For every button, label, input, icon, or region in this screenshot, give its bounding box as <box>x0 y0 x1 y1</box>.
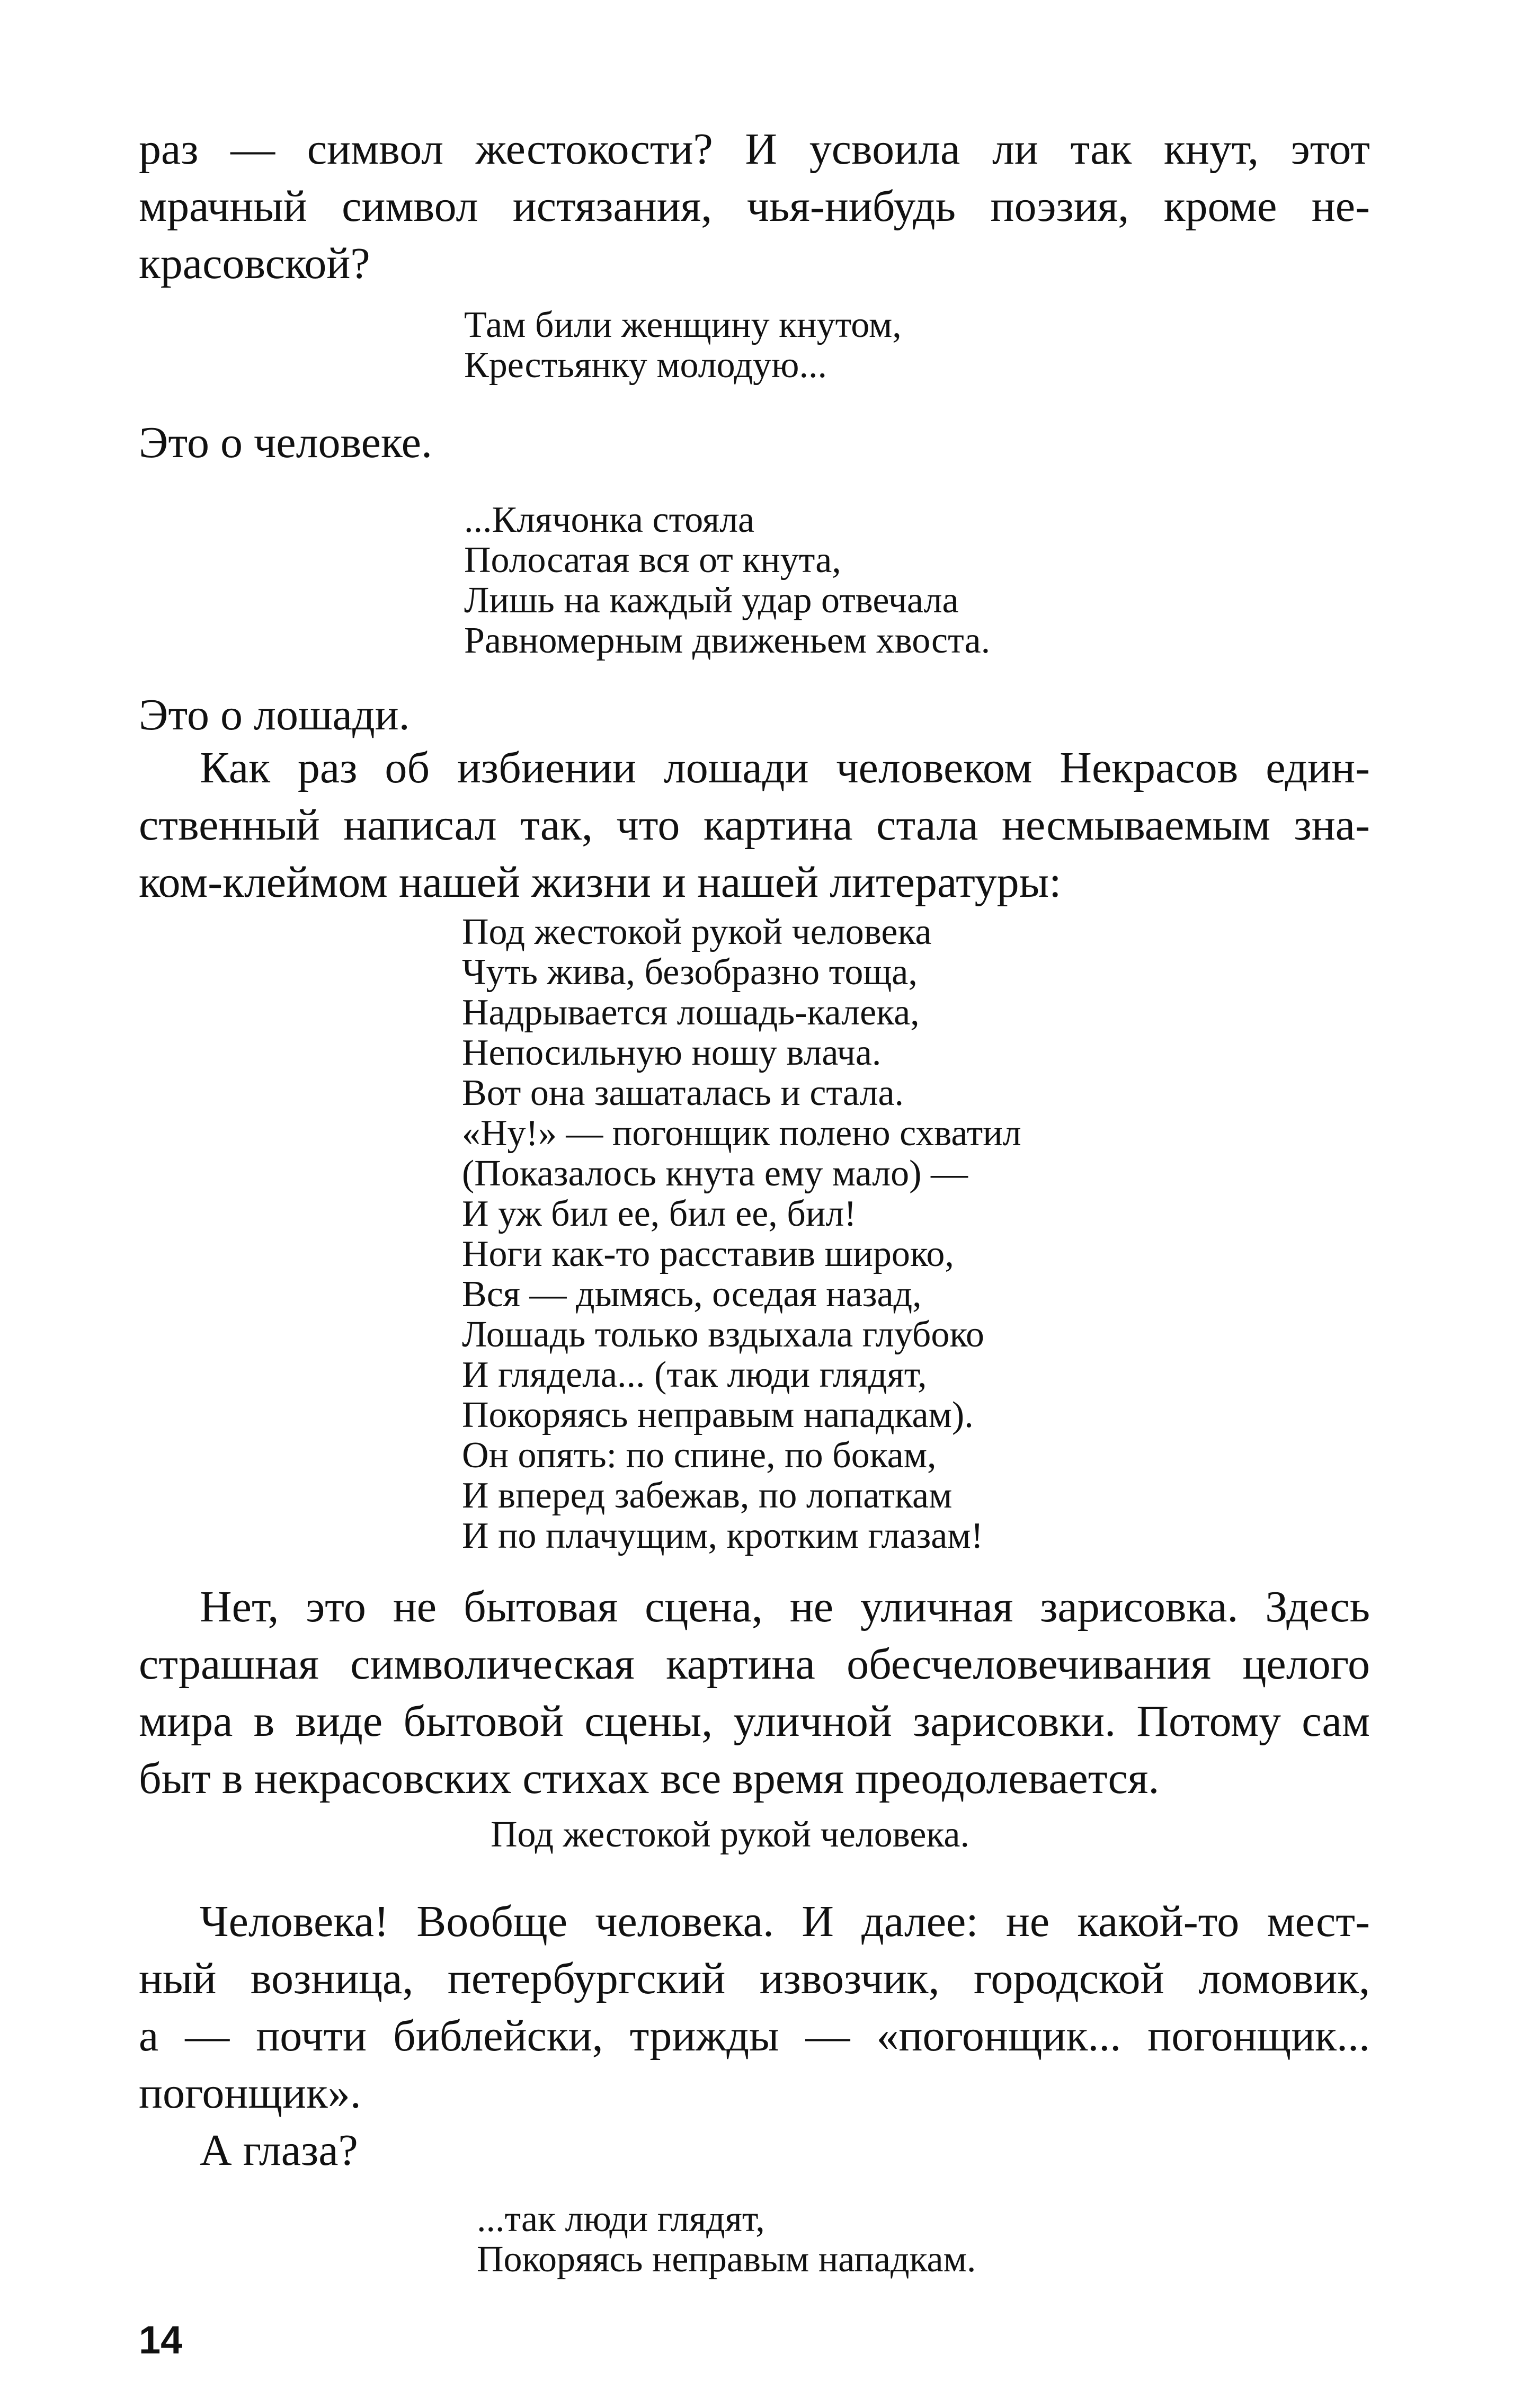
text-line: быт в некрасовских стихах все время преодолевается. <box>139 1754 1160 1803</box>
text-line: А глаза? <box>200 2126 358 2175</box>
text-line: а — почти библейски, трижды — «погонщик... погонщик... <box>139 2011 1370 2061</box>
text-line: ственный написал так, что картина стала несмываемым зна- <box>139 800 1370 850</box>
poem-quote-woman <box>464 305 902 386</box>
verse-line: Лишь на каждый удар отвечала <box>464 580 959 621</box>
verse-line: ...так люди глядят, <box>477 2199 765 2240</box>
text-line: Нет, это не бытовая сцена, не уличная зарисовка. Здесь <box>200 1582 1370 1631</box>
verse-line: Надрывается лошадь-калека, <box>462 992 920 1033</box>
verse-line: Там били женщину кнутом, <box>464 305 902 345</box>
text-line: Человека! Вообще человека. И далее: не какой-то мест- <box>200 1897 1370 1946</box>
poem-quote-beaten-horse <box>462 912 1021 1556</box>
verse-line: Крестьянку молодую... <box>464 345 827 386</box>
verse-line: И по плачущим, кротким глазам! <box>462 1515 983 1556</box>
verse-line: Вся — дымясь, оседая назад, <box>462 1274 922 1315</box>
text-line: красовской? <box>139 239 370 288</box>
verse-line: ...Клячонка стояла <box>464 500 755 540</box>
poem-quote-eyes <box>477 2199 976 2280</box>
text-line: раз — символ жестокости? И усвоила ли так кнут, этот <box>139 124 1370 174</box>
verse-line: И уж бил ее, бил ее, бил! <box>462 1193 857 1234</box>
verse-line: И вперед забежав, по лопаткам <box>462 1475 953 1516</box>
text-line: Как раз об избиении лошади человеком Некрасов един- <box>200 743 1370 792</box>
verse-line: Непосильную ношу влача. <box>462 1032 882 1073</box>
paragraph-cruelty-symbol <box>139 121 1370 292</box>
verse-line: Вот она зашаталась и стала. <box>462 1073 904 1113</box>
verse-line: Покоряясь неправым нападкам. <box>477 2239 976 2280</box>
text-line: мира в виде бытовой сцены, уличной зарисовки. Потому сам <box>139 1697 1370 1746</box>
page-number: 14 <box>139 2318 183 2362</box>
poem-quote-repeat <box>491 1815 969 1855</box>
text-line: Это о человеке. <box>139 418 432 467</box>
verse-line: Лошадь только вздыхала глубоко <box>462 1314 984 1355</box>
poem-quote-nag <box>464 500 990 661</box>
text-line: Это о лошади. <box>139 690 410 739</box>
paragraph-eyes <box>139 2122 1370 2179</box>
verse-line: Полосатая вся от кнута, <box>464 540 841 581</box>
text-line: мрачный символ истязания, чья-нибудь поэзия, кроме не- <box>139 182 1370 231</box>
verse-line: Под жестокой рукой человека. <box>491 1814 969 1855</box>
verse-line: Равномерным движеньем хвоста. <box>464 620 991 661</box>
paragraph-not-street-scene <box>139 1578 1370 1807</box>
text-line: погонщик». <box>139 2068 361 2118</box>
paragraph-about-person <box>139 414 1370 471</box>
text-line: страшная символическая картина обесчеловечивания целого <box>139 1639 1370 1689</box>
paragraph-driver <box>139 1893 1370 2122</box>
paragraph-nekrasov-horse <box>139 739 1370 911</box>
verse-line: (Показалось кнута ему мало) — <box>462 1153 968 1194</box>
verse-line: Чуть жива, безобразно тоща, <box>462 952 918 993</box>
text-line: ком-клеймом нашей жизни и нашей литературы: <box>139 858 1062 907</box>
verse-line: Он опять: по спине, по бокам, <box>462 1435 937 1476</box>
verse-line: Покоряясь неправым нападкам). <box>462 1395 974 1435</box>
text-line: ный возница, петербургский извозчик, городской ломовик, <box>139 1954 1370 2003</box>
verse-line: Ноги как-то расставив широко, <box>462 1234 954 1274</box>
verse-line: Под жестокой рукой человека <box>462 912 932 952</box>
verse-line: «Ну!» — погонщик полено схватил <box>462 1113 1021 1154</box>
paragraph-about-horse <box>139 686 1370 744</box>
verse-line: И глядела... (так люди глядят, <box>462 1354 927 1395</box>
